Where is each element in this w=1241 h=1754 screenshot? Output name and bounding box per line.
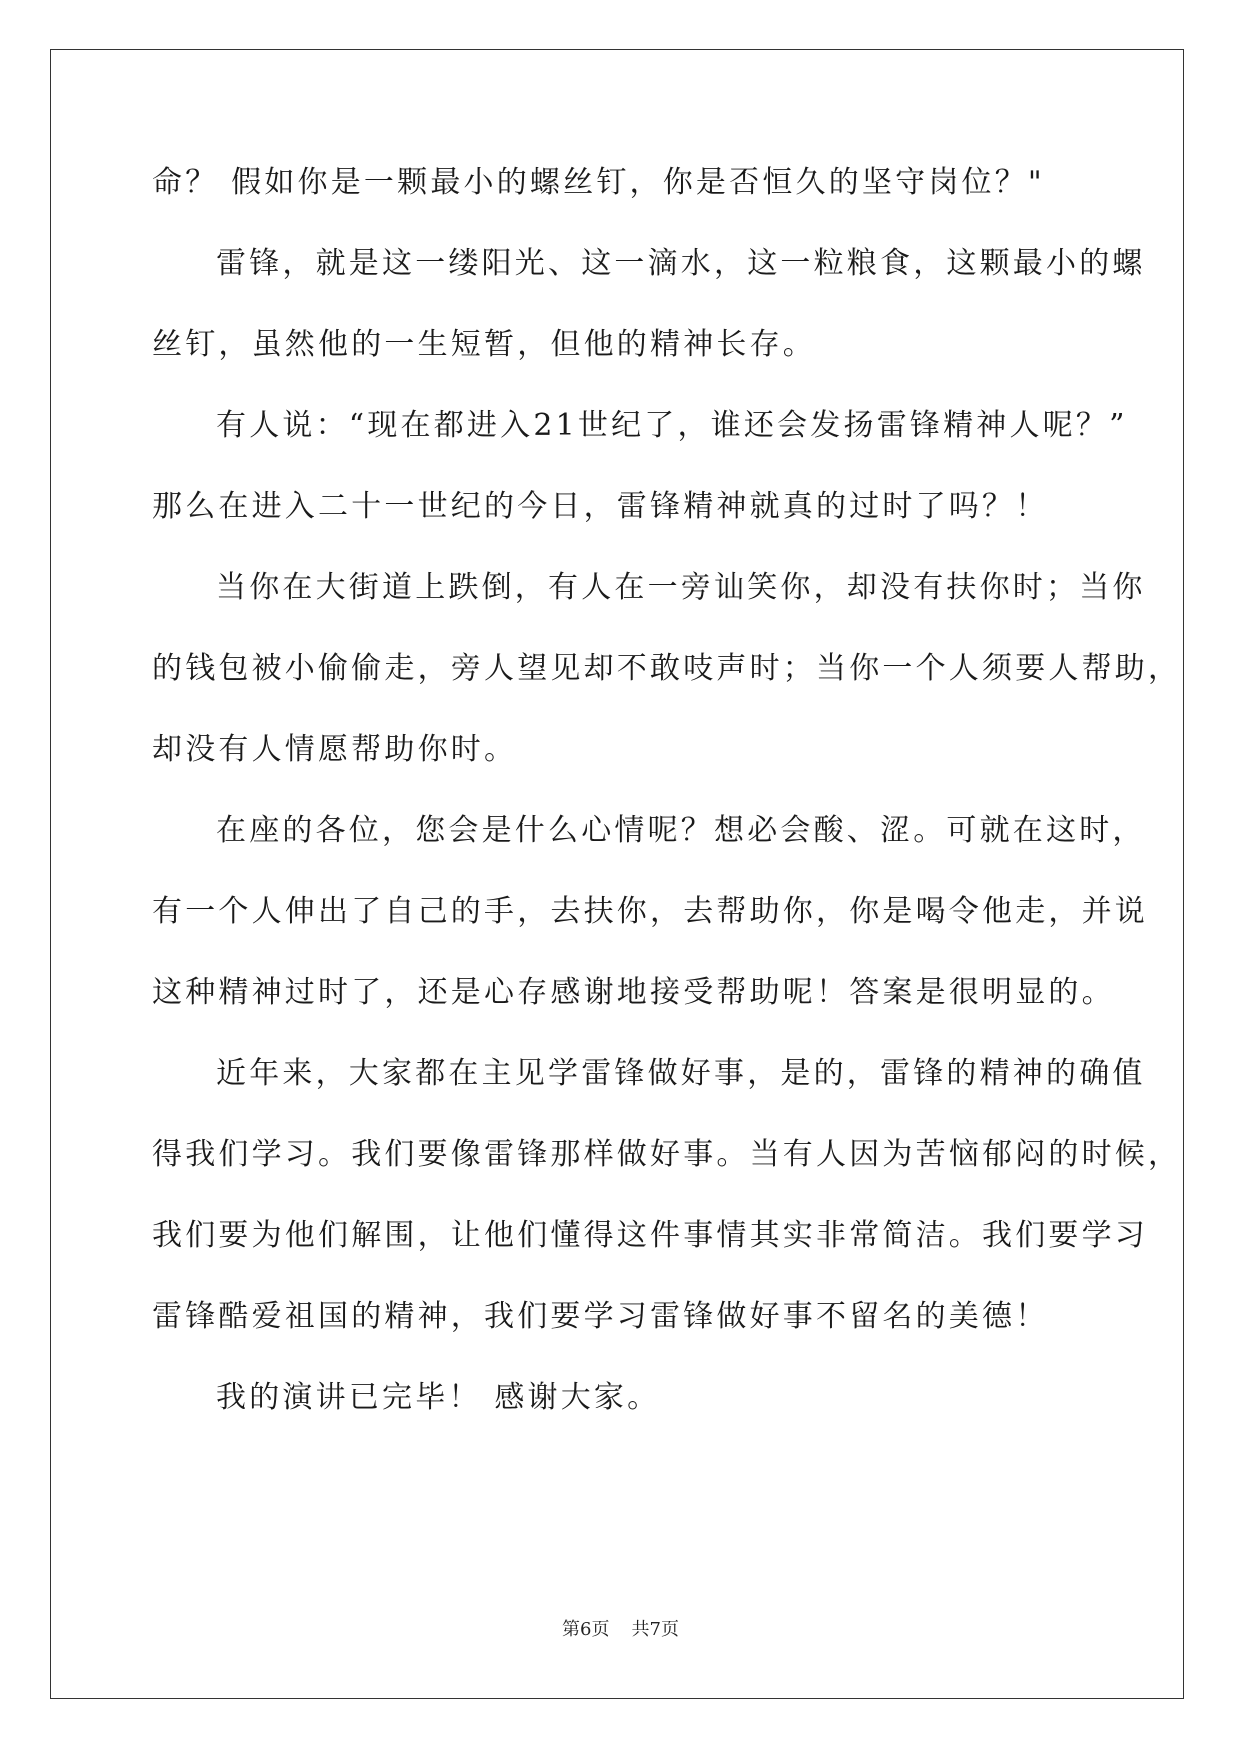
page-number-total: 共7页: [631, 1619, 679, 1640]
paragraph-line: 雷锋，就是这一缕阳光、这一滴水，这一粒粮食，这颗最小的螺: [216, 246, 1146, 281]
text-line: 有一个人伸出了自己的手，去扶你，去帮助你，你是喝令他走，并说: [152, 894, 1148, 929]
paragraph-line: 有人说：“现在都进入21世纪了，谁还会发扬雷锋精神人呢？”: [216, 408, 1128, 443]
text-line: 雷锋酷爱祖国的精神，我们要学习雷锋做好事不留名的美德！: [152, 1299, 1049, 1334]
page-footer: [0, 1618, 1241, 1642]
text-line: 我们要为他们解围，让他们懂得这件事情其实非常简洁。我们要学习: [152, 1218, 1148, 1253]
paragraph-line: 近年来，大家都在主见学雷锋做好事，是的，雷锋的精神的确值: [216, 1056, 1146, 1091]
page-number-current: 第6页: [562, 1619, 610, 1640]
paragraph-line: 在座的各位，您会是什么心情呢？想必会酸、涩。可就在这时，: [216, 813, 1146, 848]
paragraph-line: 当你在大街道上跌倒，有人在一旁讪笑你，却没有扶你时；当你: [216, 570, 1146, 605]
text-line: 命？ 假如你是一颗最小的螺丝钉，你是否恒久的坚守岗位？": [152, 165, 1045, 200]
text-line: 的钱包被小偷偷走，旁人望见却不敢吱声时；当你一个人须要人帮助，: [152, 651, 1182, 686]
text-line: 那么在进入二十一世纪的今日，雷锋精神就真的过时了吗？！: [152, 489, 1049, 524]
document-body: [152, 158, 1182, 1454]
paragraph-line: 我的演讲已完毕！ 感谢大家。: [216, 1380, 661, 1415]
text-line: 得我们学习。我们要像雷锋那样做好事。当有人因为苦恼郁闷的时候，: [152, 1137, 1182, 1172]
text-line: 这种精神过时了，还是心存感谢地接受帮助呢！答案是很明显的。: [152, 975, 1115, 1010]
text-line: 丝钉，虽然他的一生短暂，但他的精神长存。: [152, 327, 816, 362]
text-line: 却没有人情愿帮助你时。: [152, 732, 518, 767]
